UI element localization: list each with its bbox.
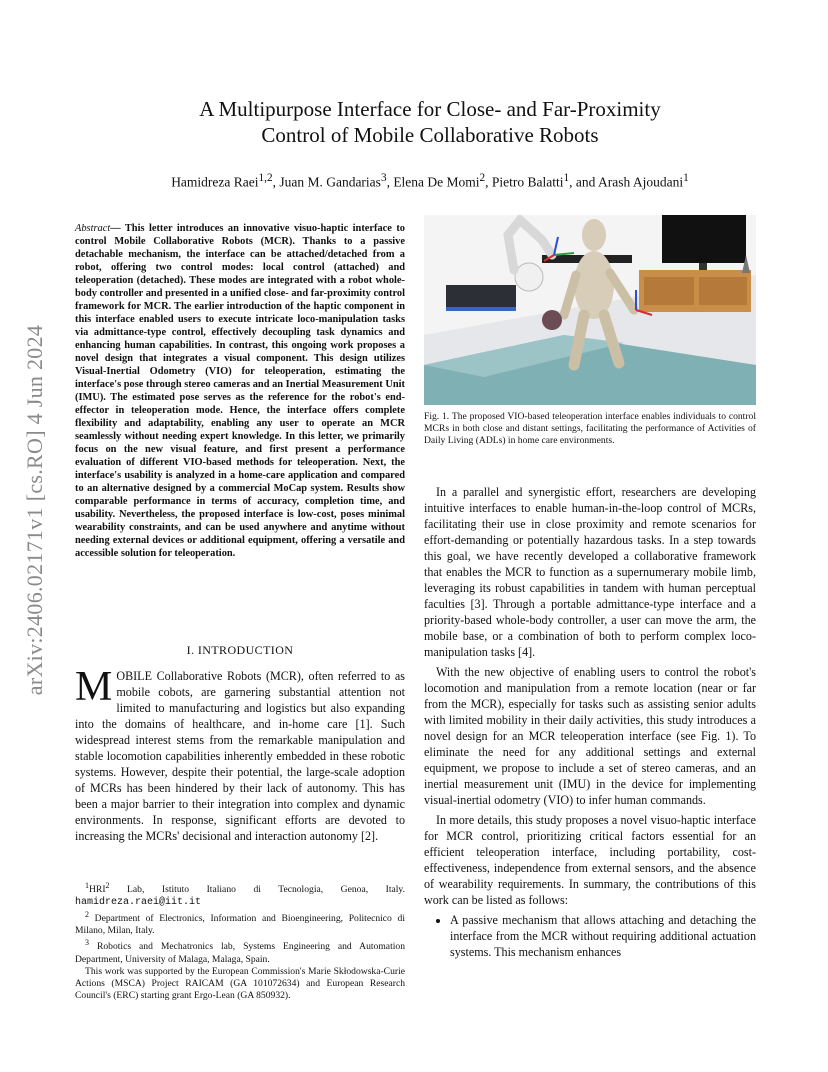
paragraph: In more details, this study proposes a novel visuo-haptic interface for MCR control, prioritizing critical factors essential for an efficient teleoperation interface, including portability, cost-effectiveness, independence from external sensors, and the absence of wearability requirements. In summary, the contributions of this work can be listed as follows: — [424, 813, 756, 907]
paragraph: With the new objective of enabling users to control the robot's locomotion and manipulation from a remote location (near or far from the MCR), especially for tasks such as assisting senior adults with limited mobility in their daily activities, this study introduces a novel design for an MCR teleoperation interface (see Fig. 1). To eliminate the need for any additional settings and external equipment, we propose to include a set of stereo cameras, and an inertial measurement unit (IMU) in the device for implementing visual-inertial odometry (VIO) to infer human commands. — [424, 665, 756, 807]
figure-1-caption: Fig. 1. The proposed VIO-based teleoperation interface enables individuals to control MCRs in both close and distant settings, facilitating the performance of Activities of Daily Living (ADLs) in home care environments. — [424, 411, 756, 446]
paper-title: A Multipurpose Interface for Close- and Far-Proximity Control of Mobile Collaborative Robots — [199, 97, 661, 147]
humanoid-body — [574, 251, 614, 319]
humanoid-head — [582, 219, 606, 251]
abstract-label: Abstract — [75, 223, 111, 234]
dropcap: M — [75, 664, 113, 710]
figure-1-image — [424, 215, 756, 405]
simulation-scene — [424, 215, 756, 405]
arxiv-sidebar — [10, 300, 60, 720]
tv-shape — [662, 215, 746, 263]
list-item: • A passive mechanism that allows attaching and detaching the interface from the MCR without requiring additional actuation systems. This mechanism enhances — [450, 912, 756, 960]
section-heading-introduction: I. INTRODUCTION — [186, 643, 294, 657]
footnotes — [75, 880, 405, 1002]
right-column-text — [424, 484, 756, 960]
contribution-list — [424, 912, 756, 960]
introduction-text: MOBILE Collaborative Robots (MCR), often referred to as mobile cobots, are garnering substantial attention not limited to manufacturing and logistics but also expanding into the domains of healthcare, and in-home care [1]. Such widespread interest stems from the remarkable manipulation and stable locomotion capabilities inherently embedded in these robotic systems. However, despite their potential, the large-scale adoption of MCRs has been hindered by their lack of autonomy. This has been a major barrier to their integration into complex and dynamic environments. In response, significant efforts are devoted to increasing the MCRs' decisional and interaction autonomy [2]. — [75, 664, 405, 843]
author-list: Hamidreza Raei$^{1,2}$, Juan M. Gandarias$^3$, Elena De Momi$^2$, Pietro Balatti$^1$, and Arash Ajoudani$^1$ — [171, 172, 689, 190]
abstract — [75, 222, 405, 560]
footnote-1: $^1$HRI$^2$ Lab, Istituto Italiano di Tecnologia, Genoa, Italy. hamidreza.raei@iit.it — [75, 881, 405, 909]
funding-note: This work was supported by the European Commission's Marie Skłodowska-Curie Actions (MSCA) Project RAICAM (GA 101072634) and European Research Council's (ERC) starting grant Ergo-Lean (GA 850932). — [75, 965, 405, 1001]
footnote-2: $^2$ Department of Electronics, Information and Bioengineering, Politecnico di Milano, Milan, Italy. — [75, 910, 405, 937]
footnote-3: $^3$ Robotics and Mechatronics lab, Systems Engineering and Automation Department, University of Malaga, Malaga, Spain. — [75, 938, 405, 965]
arxiv-identifier: arXiv:2406.02171v1 [cs.RO] 4 Jun 2024 — [22, 324, 47, 696]
paragraph: In a parallel and synergistic effort, researchers are developing intuitive interfaces to enable human-in-the-loop control of MCRs, facilitating their use in close proximity and remote scenarios for effort-demanding or potentially hazardous tasks. In a step towards this goal, we have recently developed a collaborative framework that enables the MCR to function as a supernumerary mobile limb, leveraging its robust capabilities in tandem with human perceptual faculties [3]. Through a portable admittance-type interface and a priority-based whole-body controller, a user can move the arm, the mobile base, or a combination of both to perform complex loco-manipulation tasks [4]. — [424, 485, 756, 659]
email-link[interactable]: hamidreza.raei@iit.it — [75, 897, 202, 909]
abstract-text: — This letter introduces an innovative visuo-haptic interface to control Mobile Collaborative Robots (MCR). Thanks to a passive detachable mechanism, the interface can be attached/detached from a robot, offering two control modes: local control (attached) and teleoperation (detached). These modes are integrated with a robot whole-body controller and presented in a unified close- and far-proximity control framework for MCR. The earlier introduction of the haptic component in this interface enabled users to execute intricate loco-manipulation tasks via admittance-type control, effectively decoupling task dynamics and enhancing human capabilities. In contrast, this ongoing work proposes a novel design that integrates a visual component. This design utilizes Visual-Inertial Odometry (VIO) for teleoperation, estimating the interface's pose through stereo cameras and an Inertial Measurement Unit (IMU). The estimated pose serves as the reference for the robot's end-effector in teleoperation mode. Hence, the interface offers complete flexibility and adaptability, enabling any user to operate an MCR seamlessly without needing expert knowledge. In this letter, we primarily focus on the new visual feature, and first present a performance evaluation of different VIO-based methods for teleoperation. Next, the interface's usability is analyzed in a home-care application and compared to an alternative designed by a commercial MoCap system. Results show comparable performance in terms of accuracy, completion time, and usability. Nevertheless, the proposed interface is low-cost, poses minimal wearability constraints, and can be used anywhere and anytime without needing external devices or additional equipment, offering a versatile and accessible solution for teleoperation. — [75, 223, 405, 559]
